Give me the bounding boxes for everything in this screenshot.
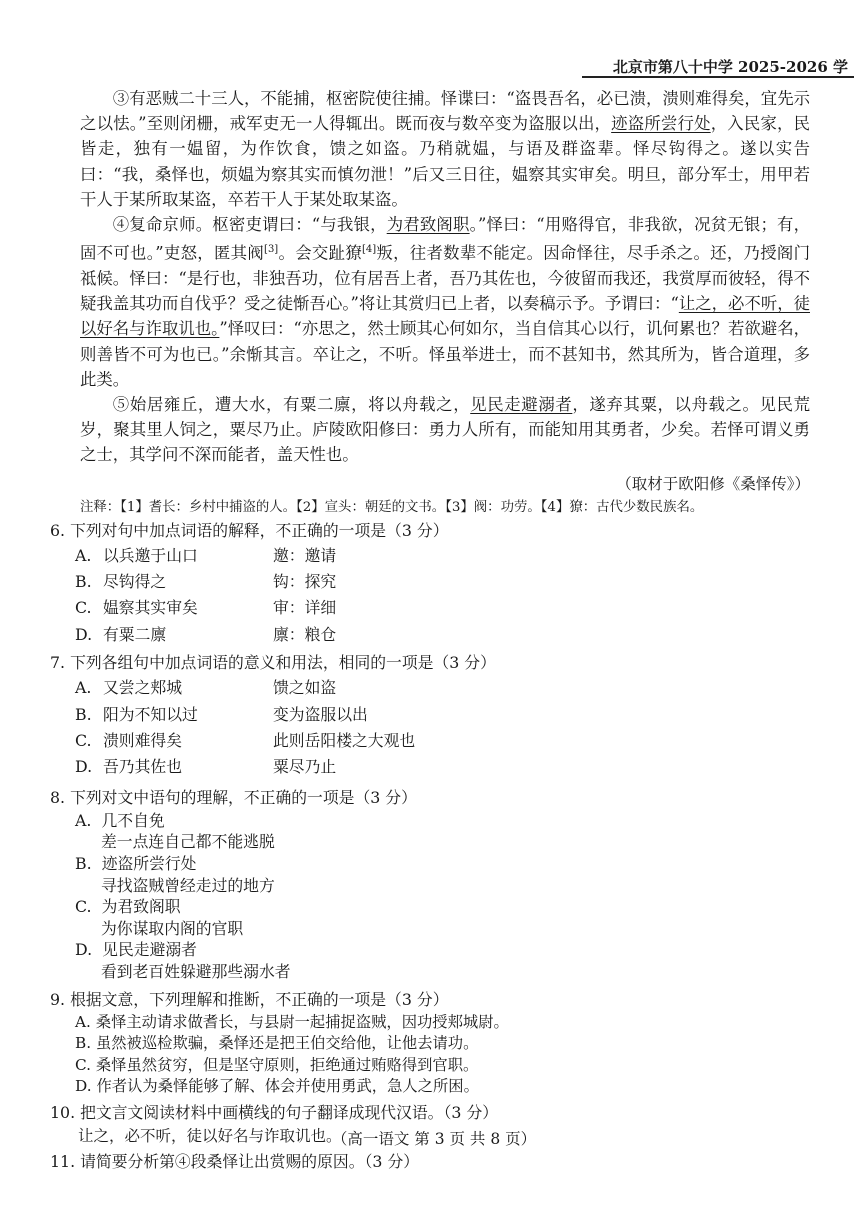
paragraph-5: ⑤始居雍丘，遭大水，有粟二廪，将以舟载之，见民走避溺者，遂弃其粟，以舟载之。见民荒岁，聚其里人饲之，粟尽乃止。庐陵欧阳修曰：勇力人所有，而能知用其勇者，少矣。若怿可谓义勇之士，其学问不深而能者，盖天性也。 xyxy=(80,394,811,465)
paragraph-4: ④复命京师。枢密吏谓曰：“与我银，为君致阁职。”怿曰：“用赂得官，非我欲，况贫无银；有，固不可也。”吏怒，匿其阀[3]。会交趾獠[4]叛，往者数辈不能定。因命怿往，尽手杀之。还，乃授阁门祗候。怿曰：“是行也，非独吾功，位有居吾上者，吾乃其佐也，今彼留而我还，我赏厚而彼轻，得不疑我盖其功而自伐乎？受之徒惭吾心。”将让其赏归已上者，以奏稿示予。予谓曰：“让之，必不听，徒以好名与诈取讥也。”怿叹曰：“亦思之，然士顾其心何如尔，当自信其心以行，讥何累也？若欲避名，则善皆不可为也已。”余惭其言。卒让之，不听。怿虽举进士，而不甚知书，然其所为，皆合道理，多此类。 xyxy=(80,215,811,389)
option-a[interactable]: A. 以兵邀于山口 邀：邀请 xyxy=(75,545,337,565)
underlined-sentence-p3: 迹盗所尝行处 xyxy=(611,114,711,134)
option-c[interactable]: C. 媪察其实审矣 审：详细 xyxy=(75,598,337,618)
passage-source: （取材于欧阳修《桑怿传》） xyxy=(616,474,810,493)
option-a[interactable]: A. 几不自免 差一点连自己都不能逃脱 xyxy=(75,810,275,852)
option-d[interactable]: D. 见民走避溺者 看到老百姓躲避那些溺水者 xyxy=(75,940,291,981)
underlined-sentence-p4-2: 让之，必不听，徒以好名与诈取讥也。 xyxy=(80,294,810,339)
option-b[interactable]: B. 迹盗所尝行处 寻找盗贼曾经走过的地方 xyxy=(75,853,275,895)
paragraph-3: ③有恶贼二十三人，不能捕，枢密院使往捕。怿谍曰：“盗畏吾名，必已溃，溃则难得矣，宜先示之以怯。”至则闭栅，戒军吏无一人得辄出。既而夜与数卒变为盗服以出，迹盗所尝行处，入民家，民皆走，独有一媪留，为作饮食，馈之如盗。乃稍就媪，与语及群盗辈。怿尽钩得之。遂以实告曰：“我，桑怿也，烦媪为察其实而慎勿泄！”后又三日往，媪察其实审矣。明旦，部分军士，用甲若干人于某所取某盗，卒若干人于某处取某盗。 xyxy=(80,89,811,209)
school-header: 北京市第八十中学 2025-2026 学 xyxy=(612,58,848,76)
question-6 xyxy=(50,518,810,649)
question-8 xyxy=(50,785,810,983)
page-footer: （高一语文 第 3 页 共 8 页） xyxy=(331,1130,537,1148)
option-d[interactable]: D. 有粟二廪 廪：粮仓 xyxy=(75,624,337,644)
question-stem: 10. 把文言文阅读材料中画横线的句子翻译成现代汉语。（3 分） xyxy=(50,1102,499,1122)
question-11 xyxy=(50,1149,810,1174)
question-stem: 7. 下列各组句中加点词语的意义和用法，相同的一项是（3 分） xyxy=(50,653,496,673)
header-rule xyxy=(582,76,854,78)
option-b[interactable]: B. 虽然被巡检欺骗，桑怿还是把王伯交给他，让他去请功。 xyxy=(75,1034,479,1053)
note-ref-3: [3] xyxy=(264,244,279,256)
option-d[interactable]: D. 作者认为桑怿能够了解、体会并使用勇武，急人之所困。 xyxy=(75,1077,479,1096)
option-d[interactable]: D. 吾乃其佐也 粟尽乃止 xyxy=(75,757,337,777)
question-7 xyxy=(50,650,810,781)
translation-sentence: 让之，必不听，徒以好名与诈取讥也。 xyxy=(78,1126,342,1145)
option-a[interactable]: A. 桑怿主动请求做耆长，与县尉一起捕捉盗贼，因功授郏城尉。 xyxy=(75,1012,509,1031)
question-stem: 11. 请简要分析第④段桑怿让出赏赐的原因。（3 分） xyxy=(50,1151,420,1171)
option-a[interactable]: A. 又尝之郏城 馈之如盗 xyxy=(75,678,337,698)
option-c[interactable]: C. 为君致阁职 为你谋取内阁的官职 xyxy=(75,897,244,938)
question-stem: 9. 根据文意，下列理解和推断，不正确的一项是（3 分） xyxy=(50,989,449,1009)
underlined-sentence-p4-1: 为君致阁职 xyxy=(386,215,470,235)
passage-notes: 注释：【1】耆长：乡村中捕盗的人。【2】宣头：朝廷的文书。【3】阀：功劳。【4】獠：古代少数民族名。 xyxy=(80,499,704,515)
option-b[interactable]: B. 尽钩得之 钩：探究 xyxy=(75,571,337,591)
question-9 xyxy=(50,987,810,1098)
question-stem: 6. 下列对句中加点词语的解释，不正确的一项是（3 分） xyxy=(50,520,449,540)
option-c[interactable]: C. 桑怿虽然贫穷，但是坚守原则，拒绝通过贿赂得到官职。 xyxy=(75,1055,479,1074)
option-c[interactable]: C. 溃则难得矣 此则岳阳楼之大观也 xyxy=(75,730,416,750)
page-content xyxy=(50,86,811,1174)
note-ref-4: [4] xyxy=(361,244,377,256)
question-stem: 8. 下列对文中语句的理解，不正确的一项是（3 分） xyxy=(50,787,417,807)
option-b[interactable]: B. 阳为不知以过 变为盗服以出 xyxy=(75,704,368,724)
underlined-sentence-p5: 见民走避溺者 xyxy=(470,394,573,414)
